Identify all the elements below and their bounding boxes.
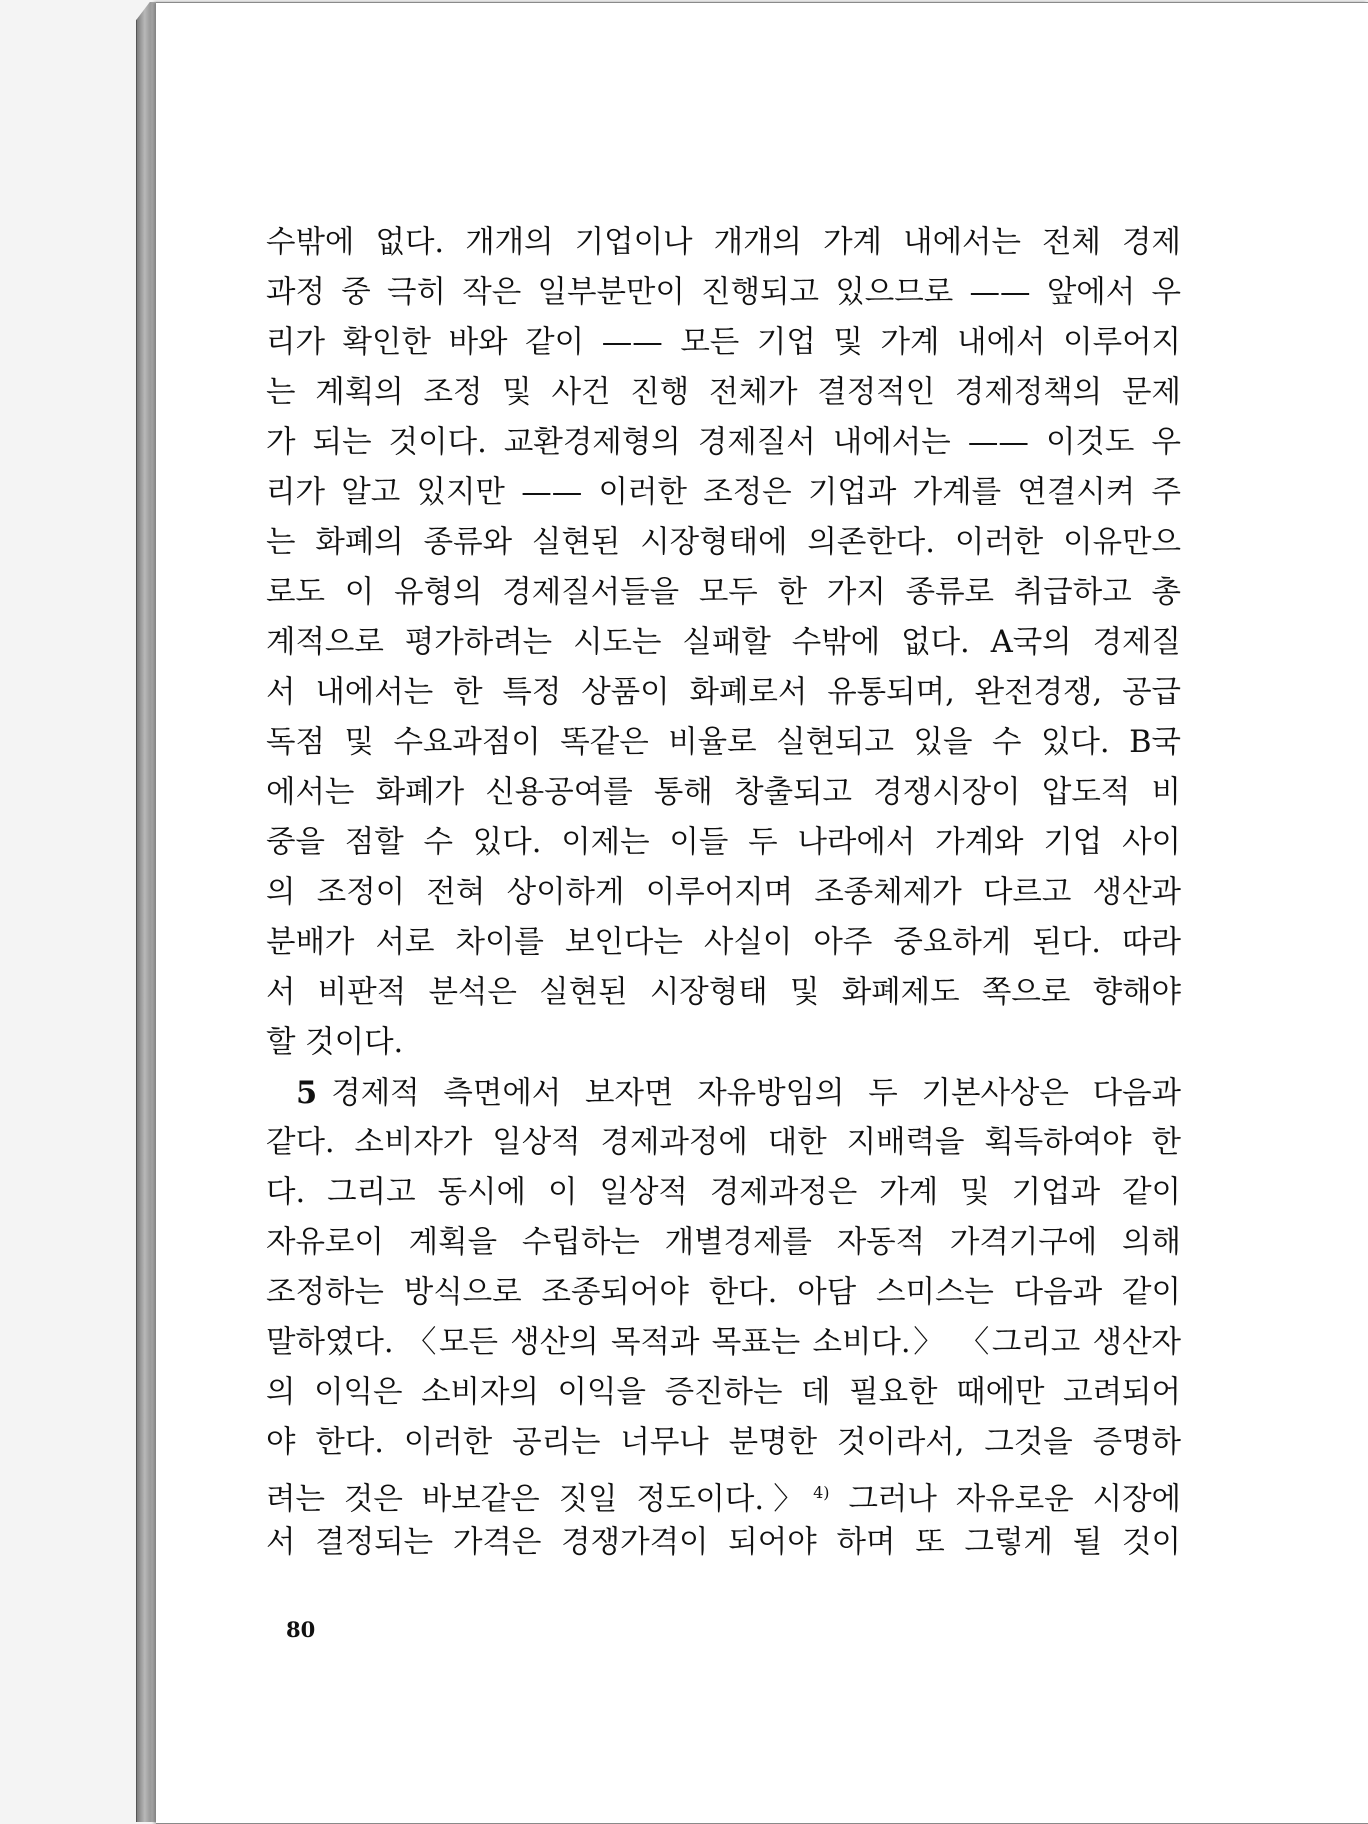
footnote-reference: 4) [813, 1483, 830, 1502]
text-line: 의 조정이 전혀 상이하게 이루어지며 조종체제가 다르고 생산과 [266, 875, 1181, 910]
text-line: 야 한다. 이러한 공리는 너무나 분명한 것이라서, 그것을 증명하 [266, 1425, 1181, 1460]
text-line: 할 것이다. [266, 1025, 404, 1060]
text-line: 서 비판적 분석은 실현된 시장형태 및 화폐제도 쪽으로 향해야 [266, 975, 1181, 1010]
text-line: 말하였다. 〈모든 생산의 목적과 목표는 소비다.〉 〈그리고 생산자 [266, 1325, 1181, 1360]
text-line: 는 화폐의 종류와 실현된 시장형태에 의존한다. 이러한 이유만으 [266, 525, 1181, 560]
page-number: 80 [286, 1617, 316, 1642]
text-line: 계적으로 평가하려는 시도는 실패할 수밖에 없다. A국의 경제질 [266, 625, 1181, 660]
text-line: 가 되는 것이다. 교환경제형의 경제질서 내에서는 —— 이것도 우 [266, 425, 1181, 460]
text-line: 과정 중 극히 작은 일부분만이 진행되고 있으므로 —— 앞에서 우 [266, 275, 1181, 310]
paragraph-first-line-text: 경제적 측면에서 보자면 자유방임의 두 기본사상은 다음과 [331, 1076, 1181, 1111]
text-line: 서 내에서는 한 특정 상품이 화폐로서 유통되며, 완전경쟁, 공급 [266, 675, 1181, 710]
text-line: 중을 점할 수 있다. 이제는 이들 두 나라에서 가계와 기업 사이 [266, 825, 1181, 860]
text-line-with-footnote [266, 1468, 1181, 1518]
text-line: 분배가 서로 차이를 보인다는 사실이 아주 중요하게 된다. 따라 [266, 925, 1181, 960]
text-line: 다. 그리고 동시에 이 일상적 경제과정은 가계 및 기업과 같이 [266, 1175, 1181, 1210]
text-line: 로도 이 유형의 경제질서들을 모두 한 가지 종류로 취급하고 총 [266, 575, 1181, 610]
footnote-line-after: 그러나 자유로운 시장에 [829, 1482, 1181, 1518]
body-text [266, 218, 1181, 1568]
text-line: 리가 알고 있지만 —— 이러한 조정은 기업과 가계를 연결시켜 주 [266, 475, 1181, 510]
text-line: 에서는 화폐가 신용공여를 통해 창출되고 경쟁시장이 압도적 비 [266, 775, 1181, 810]
footnote-line-before: 려는 것은 바보같은 짓일 정도이다.〉 [266, 1482, 814, 1518]
text-line: 는 계획의 조정 및 사건 진행 전체가 결정적인 경제정책의 문제 [266, 375, 1181, 410]
text-line: 자유로이 계획을 수립하는 개별경제를 자동적 가격기구에 의해 [266, 1225, 1181, 1260]
paragraph-number: 5 [296, 1075, 318, 1111]
text-line: 수밖에 없다. 개개의 기업이나 개개의 가계 내에서는 전체 경제 [266, 225, 1181, 260]
text-line: 리가 확인한 바와 같이 —— 모든 기업 및 가계 내에서 이루어지 [266, 325, 1181, 360]
text-line: 서 결정되는 가격은 경쟁가격이 되어야 하며 또 그렇게 될 것이 [266, 1525, 1181, 1560]
book-page [156, 2, 1368, 1824]
text-line: 같다. 소비자가 일상적 경제과정에 대한 지배력을 획득하여야 한 [266, 1125, 1181, 1160]
paragraph-first-line [266, 1068, 1181, 1118]
text-line: 독점 및 수요과점이 똑같은 비율로 실현되고 있을 수 있다. B국 [266, 725, 1181, 760]
text-line: 의 이익은 소비자의 이익을 증진하는 데 필요한 때에만 고려되어 [266, 1375, 1181, 1410]
text-line: 조정하는 방식으로 조종되어야 한다. 아담 스미스는 다음과 같이 [266, 1275, 1181, 1310]
